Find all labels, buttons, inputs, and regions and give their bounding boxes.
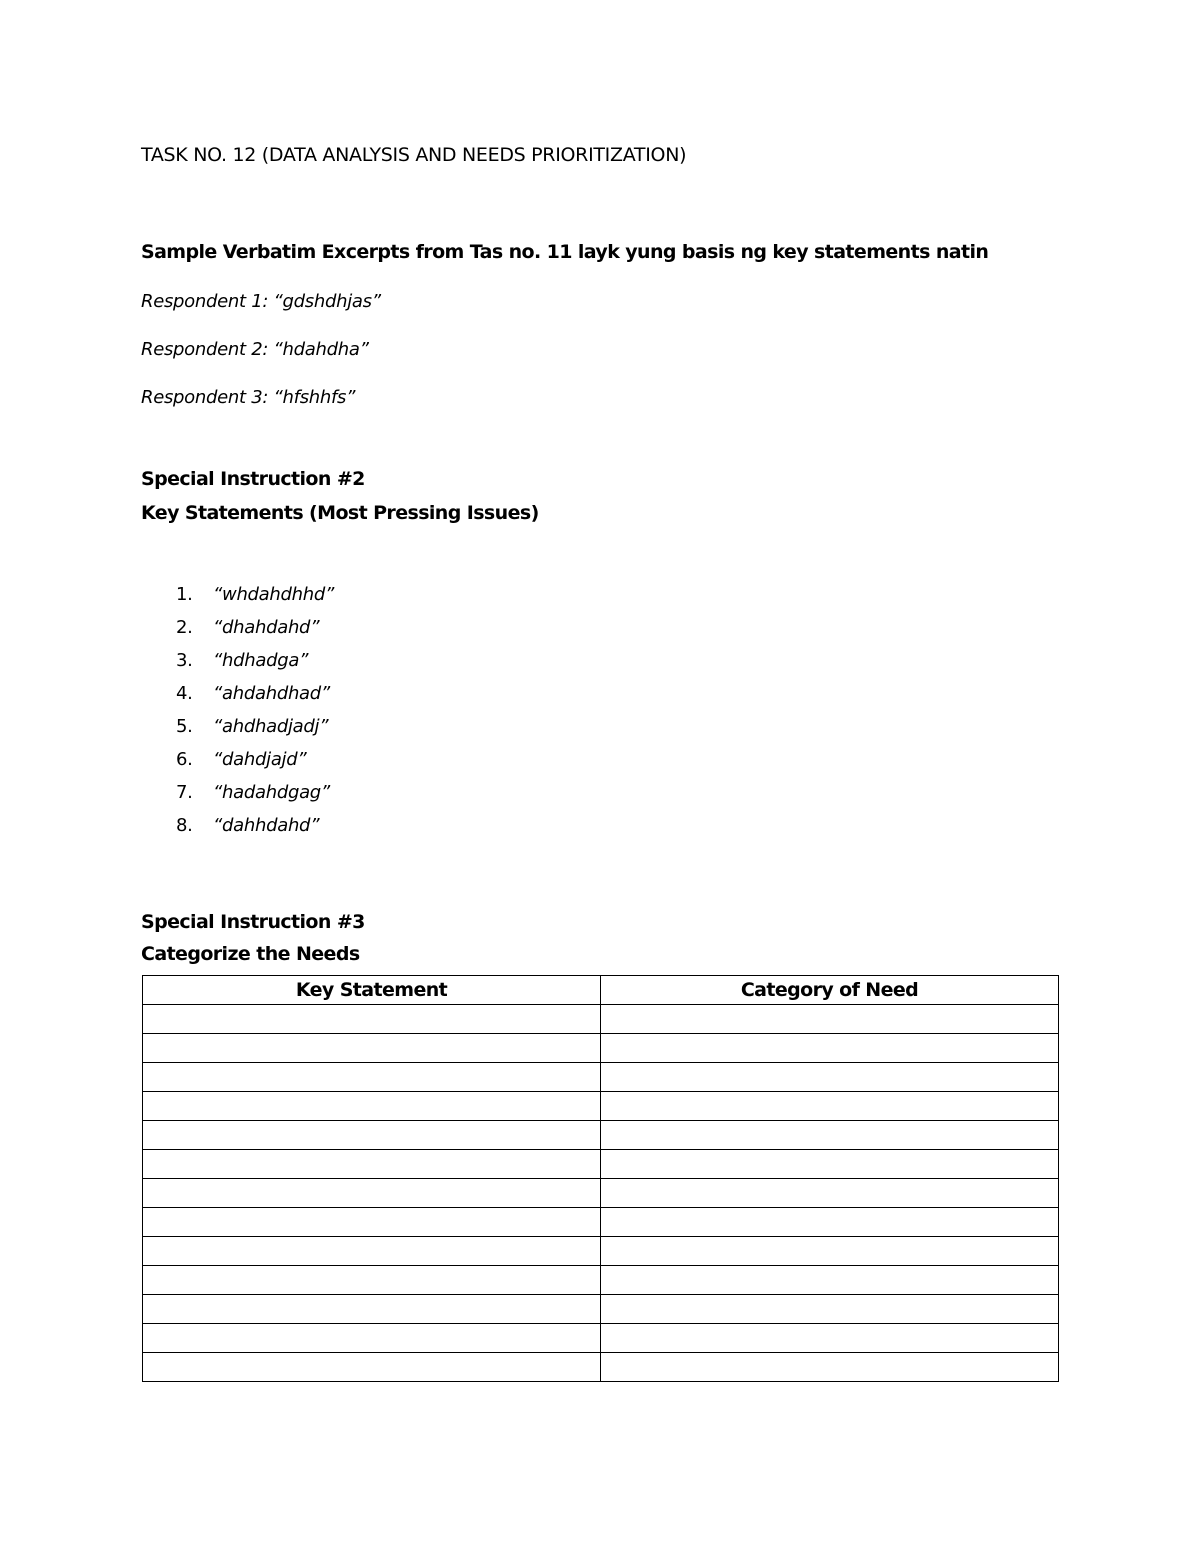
category-of-need-cell[interactable] bbox=[601, 1266, 1059, 1295]
respondent-1: Respondent 1: “gdshdhjas” bbox=[141, 291, 381, 312]
list-item-number: 7. bbox=[176, 782, 193, 803]
table-row bbox=[143, 1324, 1059, 1353]
key-statement-cell[interactable] bbox=[143, 1237, 601, 1266]
key-statement-cell[interactable] bbox=[143, 1034, 601, 1063]
table-row bbox=[143, 1179, 1059, 1208]
category-of-need-cell[interactable] bbox=[601, 1121, 1059, 1150]
table-header-row bbox=[143, 976, 1059, 1005]
table-row bbox=[143, 1063, 1059, 1092]
document-title: TASK NO. 12 (DATA ANALYSIS AND NEEDS PRIORITIZATION) bbox=[141, 144, 687, 166]
key-statements-heading: Key Statements (Most Pressing Issues) bbox=[141, 502, 539, 524]
table-row bbox=[143, 1353, 1059, 1382]
key-statement-cell[interactable] bbox=[143, 1150, 601, 1179]
key-statement-cell[interactable] bbox=[143, 1179, 601, 1208]
key-statement-cell[interactable] bbox=[143, 1353, 601, 1382]
list-item-text: “ahdhadjadj” bbox=[213, 716, 329, 737]
key-statement-cell[interactable] bbox=[143, 1324, 601, 1353]
list-item-number: 3. bbox=[176, 650, 193, 671]
needs-table-body bbox=[143, 1005, 1059, 1382]
list-item-text: “dahdjajd” bbox=[213, 749, 307, 770]
needs-table bbox=[142, 975, 1059, 1382]
category-of-need-cell[interactable] bbox=[601, 1353, 1059, 1382]
list-item-text: “dahhdahd” bbox=[213, 815, 320, 836]
category-of-need-cell[interactable] bbox=[601, 1034, 1059, 1063]
list-item-number: 1. bbox=[176, 584, 193, 605]
category-of-need-cell[interactable] bbox=[601, 1063, 1059, 1092]
category-of-need-cell[interactable] bbox=[601, 1179, 1059, 1208]
list-item-number: 2. bbox=[176, 617, 193, 638]
table-row bbox=[143, 1237, 1059, 1266]
category-of-need-cell[interactable] bbox=[601, 1005, 1059, 1034]
table-row bbox=[143, 1295, 1059, 1324]
key-statement-cell[interactable] bbox=[143, 1063, 601, 1092]
category-of-need-cell[interactable] bbox=[601, 1092, 1059, 1121]
excerpts-heading: Sample Verbatim Excerpts from Tas no. 11 layk yung basis ng key statements natin bbox=[141, 241, 989, 263]
category-of-need-cell[interactable] bbox=[601, 1208, 1059, 1237]
category-of-need-cell[interactable] bbox=[601, 1150, 1059, 1179]
list-item-text: “ahdahdhad” bbox=[213, 683, 330, 704]
list-item-number: 5. bbox=[176, 716, 193, 737]
table-row bbox=[143, 1121, 1059, 1150]
key-statement-cell[interactable] bbox=[143, 1266, 601, 1295]
list-item-number: 4. bbox=[176, 683, 193, 704]
table-row bbox=[143, 1005, 1059, 1034]
category-of-need-cell[interactable] bbox=[601, 1295, 1059, 1324]
table-row bbox=[143, 1150, 1059, 1179]
table-row bbox=[143, 1208, 1059, 1237]
list-item-number: 8. bbox=[176, 815, 193, 836]
key-statement-cell[interactable] bbox=[143, 1005, 601, 1034]
category-of-need-cell[interactable] bbox=[601, 1237, 1059, 1266]
instruction-3-label: Special Instruction #3 bbox=[141, 911, 365, 933]
list-item-text: “dhahdahd” bbox=[213, 617, 320, 638]
key-statement-cell[interactable] bbox=[143, 1092, 601, 1121]
category-of-need-cell[interactable] bbox=[601, 1324, 1059, 1353]
instruction-2-label: Special Instruction #2 bbox=[141, 468, 365, 490]
column-header-category-of-need: Category of Need bbox=[601, 976, 1059, 1005]
list-item-number: 6. bbox=[176, 749, 193, 770]
table-row bbox=[143, 1092, 1059, 1121]
table-row bbox=[143, 1034, 1059, 1063]
key-statement-cell[interactable] bbox=[143, 1121, 601, 1150]
key-statement-cell[interactable] bbox=[143, 1295, 601, 1324]
respondent-2: Respondent 2: “hdahdha” bbox=[141, 339, 369, 360]
categorize-needs-heading: Categorize the Needs bbox=[141, 943, 360, 965]
key-statement-cell[interactable] bbox=[143, 1208, 601, 1237]
column-header-key-statement: Key Statement bbox=[143, 976, 601, 1005]
list-item-text: “hdhadga” bbox=[213, 650, 309, 671]
table-row bbox=[143, 1266, 1059, 1295]
respondent-3: Respondent 3: “hfshhfs” bbox=[141, 387, 356, 408]
list-item-text: “whdahdhhd” bbox=[213, 584, 335, 605]
list-item-text: “hadahdgag” bbox=[213, 782, 330, 803]
